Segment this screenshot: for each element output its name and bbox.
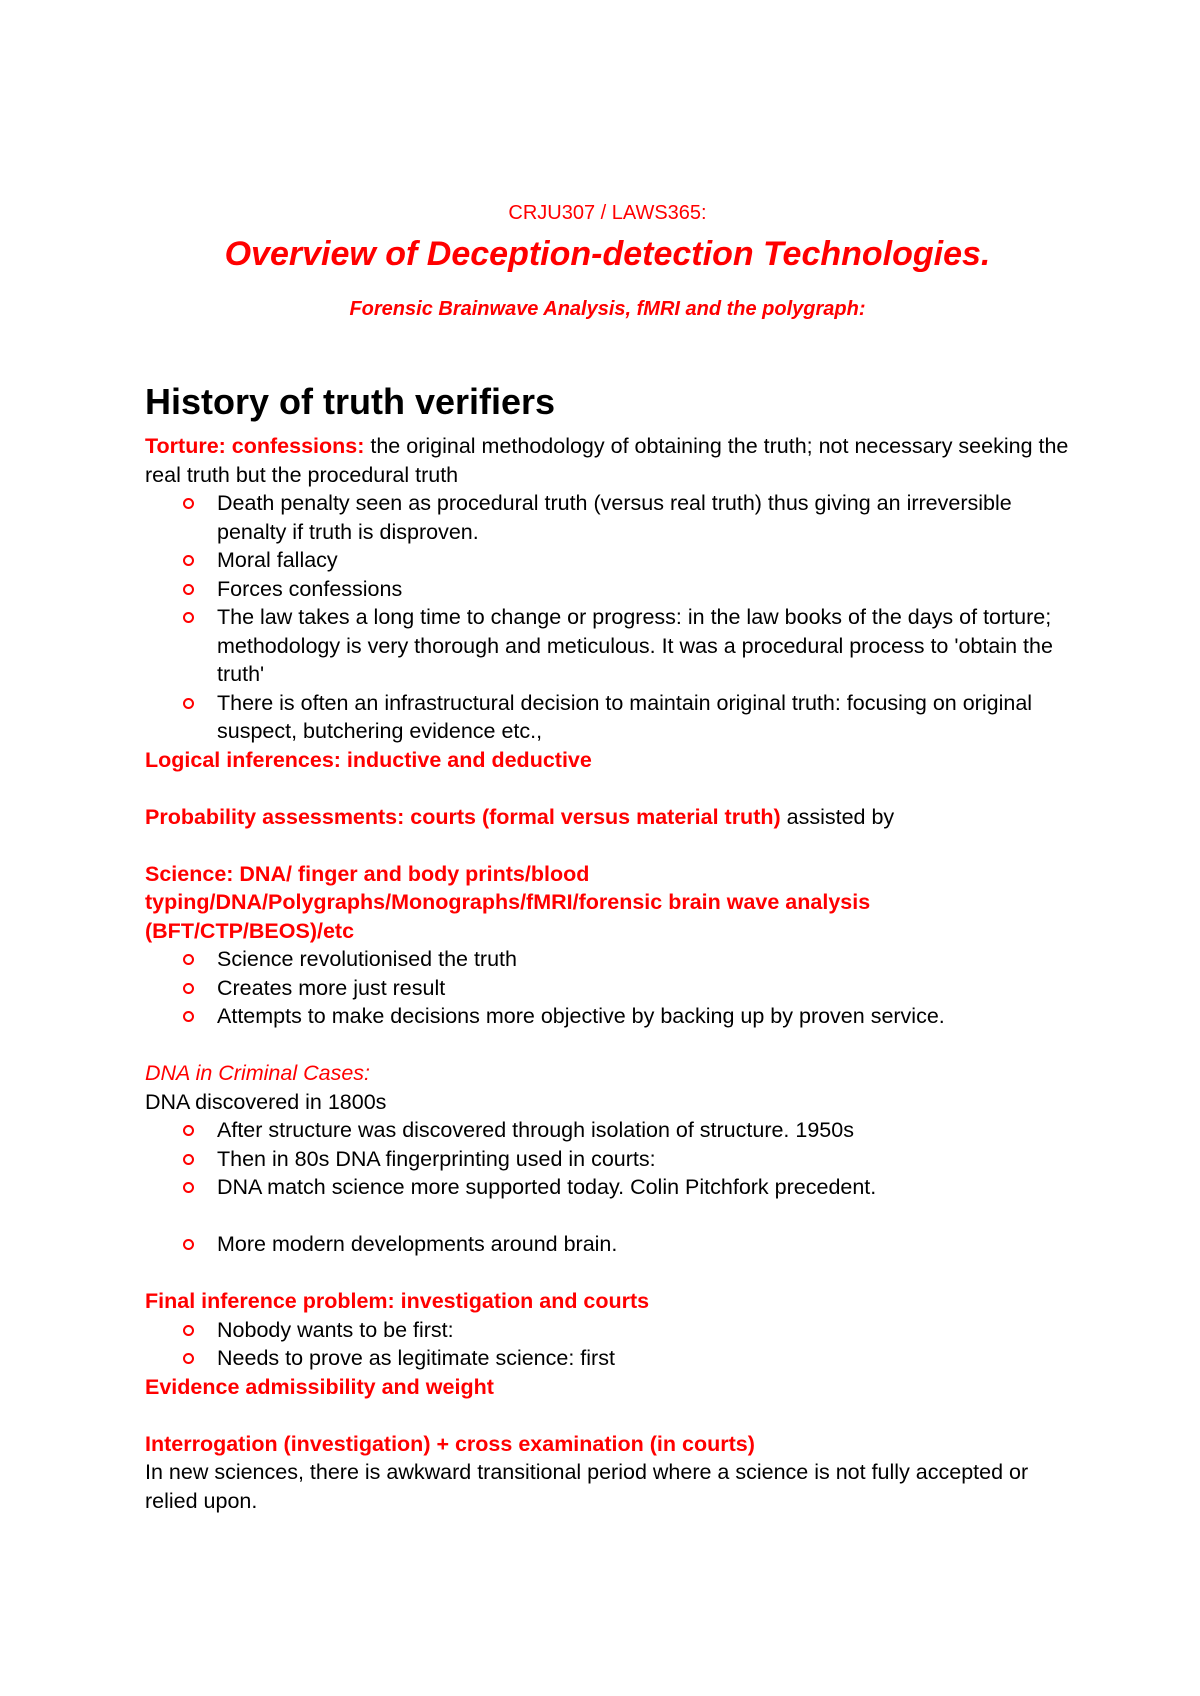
- hollow-circle-bullet-icon: [183, 498, 194, 509]
- torture-text: the original methodology of obtaining the truth; not necessary seeking the real truth but the procedural truth: [145, 434, 1069, 487]
- hollow-circle-bullet-icon: [183, 954, 194, 965]
- spacer: [145, 1401, 1070, 1430]
- list-item: There is often an infrastructural decision to maintain original truth: focusing on original suspect, butchering evidence etc.,: [217, 689, 1070, 746]
- document-subtitle: Forensic Brainwave Analysis, fMRI and the polygraph:: [349, 298, 866, 320]
- dna-text: DNA discovered in 1800s: [145, 1089, 387, 1114]
- science-bullet-list: [145, 945, 1070, 1031]
- hollow-circle-bullet-icon: [183, 1239, 194, 1250]
- list-item: DNA match science more supported today. Colin Pitchfork precedent.: [217, 1173, 1070, 1202]
- hollow-circle-bullet-icon: [183, 1154, 194, 1165]
- hollow-circle-bullet-icon: [183, 1011, 194, 1022]
- list-item: Forces confessions: [217, 575, 1070, 604]
- torture-bullet-list: [145, 489, 1070, 746]
- spacer: [145, 1202, 1070, 1231]
- hollow-circle-bullet-icon: [183, 698, 194, 709]
- hollow-circle-bullet-icon: [183, 983, 194, 994]
- list-item: Needs to prove as legitimate science: first: [217, 1344, 1070, 1373]
- dna-bullet-list: [145, 1116, 1070, 1202]
- list-item: Science revolutionised the truth: [217, 945, 1070, 974]
- list-item: Moral fallacy: [217, 546, 1070, 575]
- section-heading: History of truth verifiers: [145, 381, 556, 422]
- torture-paragraph: [145, 432, 1070, 489]
- interrogation-heading: Interrogation (investigation) + cross examination (in courts): [145, 1431, 755, 1456]
- science-heading: Science: DNA/ finger and body prints/blood typing/DNA/Polygraphs/Monographs/fMRI/forensic brain wave analysis (BFT/CTP/BEOS)/etc: [145, 861, 871, 943]
- list-item: Nobody wants to be first:: [217, 1316, 1070, 1345]
- hollow-circle-bullet-icon: [183, 1325, 194, 1336]
- hollow-circle-bullet-icon: [183, 584, 194, 595]
- probability-paragraph: [145, 803, 1070, 832]
- list-item: After structure was discovered through isolation of structure. 1950s: [217, 1116, 1070, 1145]
- hollow-circle-bullet-icon: [183, 1353, 194, 1364]
- torture-label: Torture: confessions:: [145, 434, 365, 458]
- interrogation-text: In new sciences, there is awkward transitional period where a science is not fully accepted or relied upon.: [145, 1460, 1029, 1513]
- list-item: Creates more just result: [217, 974, 1070, 1003]
- hollow-circle-bullet-icon: [183, 1125, 194, 1136]
- document-title: Overview of Deception-detection Technologies.: [224, 235, 991, 273]
- course-code: CRJU307 / LAWS365:: [508, 202, 707, 224]
- list-item: Then in 80s DNA fingerprinting used in courts:: [217, 1145, 1070, 1174]
- spacer: [145, 831, 1070, 860]
- logical-inferences-heading: Logical inferences: inductive and deductive: [145, 747, 592, 772]
- final-inference-heading: Final inference problem: investigation and courts: [145, 1289, 650, 1313]
- list-item: Attempts to make decisions more objective by backing up by proven service.: [217, 1002, 1070, 1031]
- probability-text: assisted by: [780, 804, 895, 829]
- hollow-circle-bullet-icon: [183, 555, 194, 566]
- dna-heading: DNA in Criminal Cases:: [145, 1061, 371, 1085]
- evidence-heading: Evidence admissibility and weight: [145, 1374, 494, 1399]
- dna-bullet-list-2: [145, 1230, 1070, 1259]
- list-item: More modern developments around brain.: [217, 1230, 1070, 1259]
- spacer: [145, 1031, 1070, 1060]
- probability-label: Probability assessments: courts (formal versus material truth): [145, 804, 781, 829]
- spacer: [145, 1259, 1070, 1288]
- hollow-circle-bullet-icon: [183, 612, 194, 623]
- final-bullet-list: [145, 1316, 1070, 1373]
- spacer: [145, 774, 1070, 803]
- hollow-circle-bullet-icon: [183, 1182, 194, 1193]
- list-item: The law takes a long time to change or progress: in the law books of the days of torture; methodology is very thorough and meticulous. It was a procedural process to 'obtain the truth': [217, 603, 1070, 689]
- list-item: Death penalty seen as procedural truth (versus real truth) thus giving an irreversible penalty if truth is disproven.: [217, 489, 1070, 546]
